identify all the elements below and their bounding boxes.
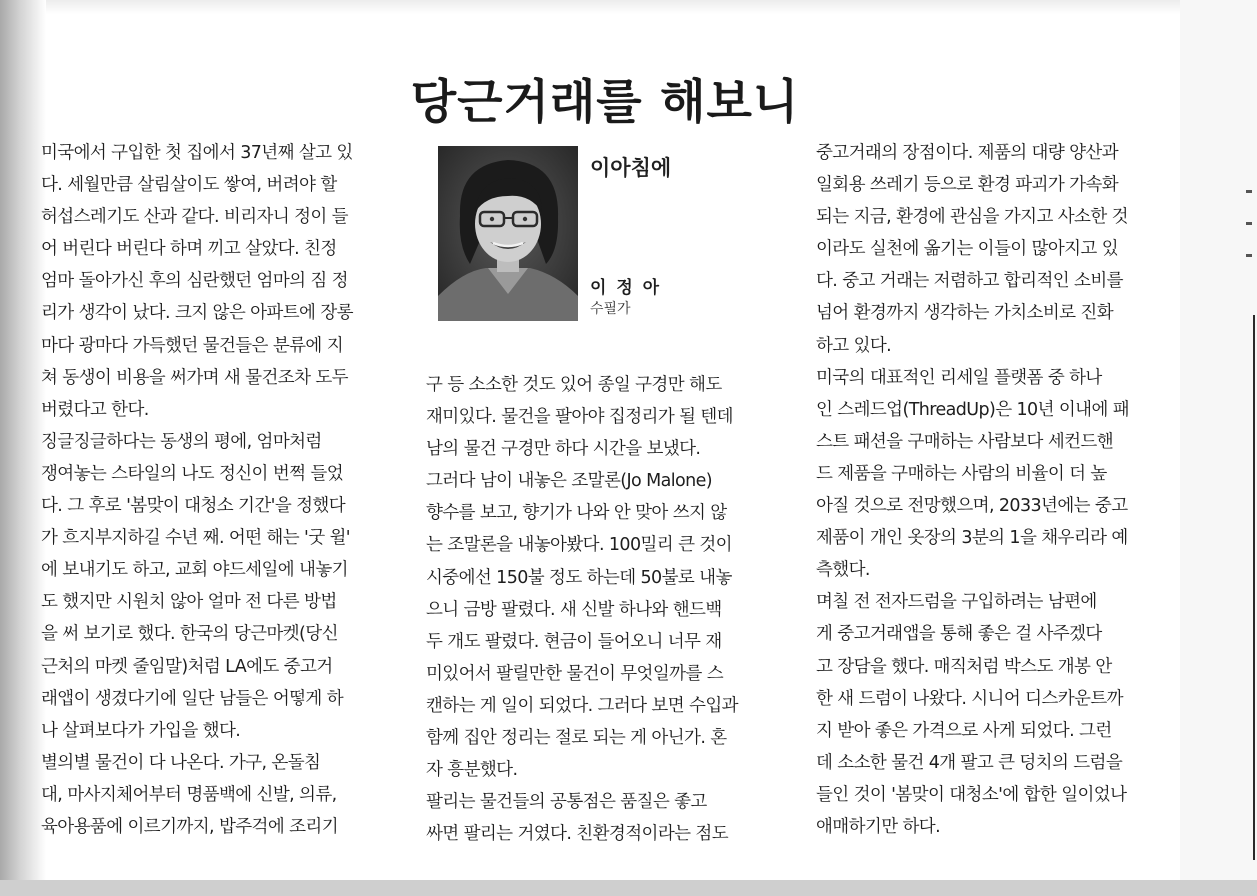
article-text-line: 허섭스레기도 산과 같다. 비리자니 정이 들 — [41, 207, 348, 228]
article-text-line: 함께 집안 정리는 절로 되는 게 아닌가. 혼 — [426, 728, 727, 749]
article-text-line: 을 써 보기로 했다. 한국의 당근마켓(당신 — [41, 624, 338, 645]
article-text-line: 근처의 마켓 줄임말)처럼 LA에도 중고거 — [41, 656, 333, 677]
author-name: 이 정 아 — [590, 278, 662, 298]
article-column-3 — [816, 137, 1184, 843]
article-text-line: 향수를 보고, 향기가 나와 안 맞아 쓰지 않 — [426, 503, 727, 524]
article-text-line: 다. 중고 거래는 저렴하고 합리적인 소비를 — [816, 271, 1123, 292]
article-text-line: 두 개도 팔렸다. 현금이 들어오니 너무 재 — [426, 631, 722, 652]
author-role: 수필가 — [590, 301, 631, 317]
article-text-line: 마다 광마다 가득했던 물건들은 분류에 지 — [41, 335, 343, 356]
article-text-line: 다. 세월만큼 살림살이도 쌓여, 버려야 할 — [41, 175, 337, 196]
article-text-line: 리가 생각이 났다. 크지 않은 아파트에 장롱 — [41, 303, 353, 324]
article-text-line: 에 보내기도 하고, 교회 야드세일에 내놓기 — [41, 560, 348, 581]
article-text-line: 팔리는 물건들의 공통점은 품질은 좋고 — [426, 792, 707, 813]
scan-shadow-bottom — [0, 880, 1257, 896]
article-text-line: 징글징글하다는 동생의 평에, 엄마처럼 — [41, 431, 322, 452]
adjacent-column-rule — [1253, 315, 1255, 860]
article-text-line: 미국의 대표적인 리세일 플랫폼 중 하나 — [816, 367, 1102, 388]
article-text-line: 애매하기만 하다. — [816, 816, 941, 837]
article-text-line: 아질 것으로 전망했으며, 2033년에는 중고 — [816, 496, 1128, 517]
article-text-line: 일회용 쓰레기 등으로 환경 파괴가 가속화 — [816, 175, 1118, 196]
article-text-line: 지 받아 좋은 가격으로 사게 되었다. 그런 — [816, 720, 1112, 741]
article-text-line: 드 제품을 구매하는 사람의 비율이 더 높 — [816, 463, 1107, 484]
article-text-line: 게 중고거래앱을 통해 좋은 걸 사주겠다 — [816, 624, 1102, 645]
article-text-line: 되는 지금, 환경에 관심을 가지고 사소한 것 — [816, 207, 1128, 228]
article-text-line: 가 흐지부지하길 수년 째. 어떤 해는 '굿 윌' — [41, 528, 351, 549]
article-text-line: 하고 있다. — [816, 335, 892, 356]
article-text-line: 이라도 실천에 옮기는 이들이 많아지고 있 — [816, 239, 1118, 260]
scan-shadow-top — [46, 0, 1180, 14]
article-text-line: 어 버린다 버린다 하며 끼고 살았다. 친정 — [41, 239, 337, 260]
article-text-line: 재미있다. 물건을 팔아야 집정리가 될 텐데 — [426, 407, 733, 428]
adjacent-text-mark — [1246, 190, 1252, 193]
article-text-line: 측했다. — [816, 560, 870, 581]
article-column-1 — [41, 137, 409, 843]
author-portrait-image — [438, 146, 578, 321]
article-text-line: 남의 물건 구경만 하다 시간을 보냈다. — [426, 439, 701, 460]
article-headline: 당근거래를 해보니 — [410, 75, 800, 131]
article-text-line: 며칠 전 전자드럼을 구입하려는 남편에 — [816, 592, 1097, 613]
article-text-line: 스트 패션을 구매하는 사람보다 세컨드핸 — [816, 431, 1114, 452]
article-text-line: 넘어 환경까지 생각하는 가치소비로 진화 — [816, 303, 1114, 324]
article-text-line: 쳐 동생이 비용을 써가며 새 물건조차 도두 — [41, 367, 348, 388]
column-name: 이아침에 — [590, 156, 672, 180]
article-column-2 — [426, 369, 798, 850]
article-text-line: 시중에선 150불 정도 하는데 50불로 내놓 — [426, 567, 732, 588]
article-text-line: 들인 것이 '봄맞이 대청소'에 합한 일이었나 — [816, 784, 1127, 805]
article-text-line: 캔하는 게 일이 되었다. 그러다 보면 수입과 — [426, 695, 738, 716]
article-text-line: 자 흥분했다. — [426, 760, 518, 781]
article-text-line: 인 스레드업(ThreadUp)은 10년 이내에 패 — [816, 399, 1130, 420]
article-text-line: 데 소소한 물건 4개 팔고 큰 덩치의 드럼을 — [816, 752, 1123, 773]
article-text-line: 도 했지만 시원치 않아 얼마 전 다른 방법 — [41, 592, 337, 613]
article-text-line: 는 조말론을 내놓아봤다. 100밀리 큰 것이 — [426, 535, 732, 556]
article-text-line: 한 새 드럼이 나왔다. 시니어 디스카운트까 — [816, 688, 1123, 709]
article-text-line: 구 등 소소한 것도 있어 종일 구경만 해도 — [426, 375, 722, 395]
article-text-line: 싸면 팔리는 거였다. 친환경적이라는 점도 — [426, 824, 728, 845]
article-text-line: 별의별 물건이 다 나온다. 가구, 온돌침 — [41, 752, 321, 773]
article-text-line: 제품이 개인 옷장의 3분의 1을 채우리라 예 — [816, 528, 1128, 549]
adjacent-text-mark — [1246, 254, 1252, 257]
article-text-line: 그러다 남이 내놓은 조말론(Jo Malone) — [426, 471, 712, 492]
author-photo — [438, 146, 578, 321]
article-text-line: 육아용품에 이르기까지, 밥주걱에 조리기 — [41, 816, 339, 837]
article-text-line: 엄마 돌아가신 후의 심란했던 엄마의 짐 정 — [41, 271, 348, 292]
article-text-line: 래앱이 생겼다기에 일단 남들은 어떻게 하 — [41, 688, 343, 709]
article-text-line: 미국에서 구입한 첫 집에서 37년째 살고 있 — [41, 143, 353, 163]
article-text-line: 버렸다고 한다. — [41, 399, 149, 420]
article-text-line: 으니 금방 팔렸다. 새 신발 하나와 핸드백 — [426, 599, 722, 620]
article-text-line: 나 살펴보다가 가입을 했다. — [41, 720, 241, 741]
article-text-line: 중고거래의 장점이다. 제품의 대량 양산과 — [816, 143, 1118, 163]
scan-shadow-left — [0, 0, 46, 896]
article-text-line: 대, 마사지체어부터 명품백에 신발, 의류, — [41, 784, 337, 805]
article-text-line: 다. 그 후로 '봄맞이 대청소 기간'을 정했다 — [41, 496, 346, 517]
article-text-line: 쟁여놓는 스타일의 나도 정신이 번쩍 들었 — [41, 463, 343, 484]
article-text-line: 고 장담을 했다. 매직처럼 박스도 개봉 안 — [816, 656, 1112, 677]
article-text-line: 미있어서 팔릴만한 물건이 무엇일까를 스 — [426, 663, 724, 684]
adjacent-text-mark — [1246, 222, 1252, 225]
